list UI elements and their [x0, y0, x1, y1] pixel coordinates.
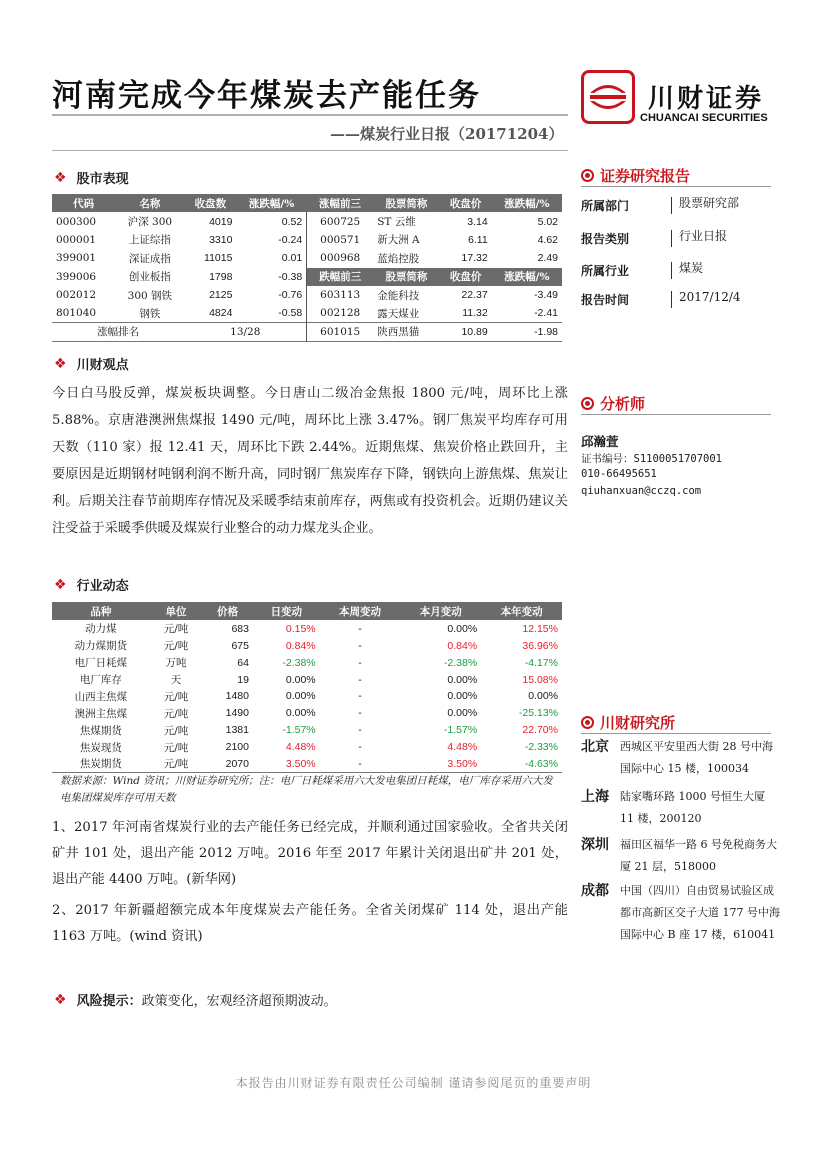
cell: 元/吨 [163, 690, 189, 703]
cell: 1381 [225, 724, 249, 737]
cell: 399001 [56, 252, 97, 265]
data-source-note: 数据来源：Wind 资讯；川财证券研究所；注：电厂日耗煤采用六大发电集团日耗煤，电厂库存采用六大发电集团煤炭库存可用天数 [60, 775, 553, 804]
meta-key: 报告类别 [581, 232, 630, 246]
cell: 15.08% [522, 673, 558, 686]
cell: -3.49 [534, 289, 558, 302]
meta-industry [581, 262, 781, 279]
news-item-1: 1、2017 年河南省煤炭行业的去产能任务已经完成，并顺利通过国家验收。全省共关闭矿井 101 处，退出产能 2012 万吨。2016 年至 2017 年累计关闭退出矿井 201 处，退出产能 4400 万吨。(新华网) [52, 820, 568, 887]
table-row [52, 323, 562, 341]
cell: 焦炭期货 [79, 758, 122, 771]
cell: 天 [170, 674, 182, 686]
cell: 0.00% [285, 673, 316, 686]
cell: 澳洲主焦煤 [74, 707, 128, 720]
table-row [52, 637, 562, 654]
col-header: 日变动 [253, 602, 320, 620]
table-row [52, 688, 562, 705]
cell: 000001 [56, 233, 97, 246]
meta-key: 所属行业 [581, 264, 630, 278]
cell: 4824 [209, 307, 233, 320]
table-row [52, 304, 562, 322]
meta-key: 报告时间 [581, 293, 630, 307]
analyst-phone: 010-66495651 [581, 468, 657, 480]
cell: - [358, 639, 362, 652]
col-header: 单位 [150, 602, 203, 620]
office-chengdu [581, 880, 781, 946]
office-city: 上海 [581, 789, 609, 805]
meta-category [581, 230, 781, 247]
institute-heading-label: 川财研究所 [600, 714, 676, 732]
diamond-bullet-icon: ❖ [54, 355, 67, 372]
cell: 陕西黑猫 [373, 323, 439, 341]
section-market-label: 股市表现 [76, 172, 129, 187]
table-row [52, 249, 562, 267]
cell: 601015 [307, 323, 374, 341]
cell: - [358, 724, 362, 737]
office-address: 陆家嘴环路 1000 号恒生大厦 11 楼，200120 [620, 790, 766, 825]
col-header: 本年变动 [481, 602, 562, 620]
col-header: 收盘价 [440, 194, 492, 212]
table-row [52, 268, 562, 286]
cell: 002128 [307, 304, 374, 322]
cell: 0.00% [528, 690, 558, 703]
analyst-bullet-icon [581, 397, 594, 410]
cell: 元/吨 [163, 741, 189, 754]
cell: -0.58 [278, 307, 303, 320]
risk-text: 政策变化，宏观经济超预期波动。 [141, 994, 337, 1009]
risk-label: 风险提示： [76, 994, 142, 1009]
cell: 0.52 [281, 215, 303, 228]
col-header: 股票简称 [373, 194, 439, 212]
cell: 675 [231, 639, 249, 652]
meta-value: 2017/12/4 [671, 291, 741, 308]
cell: 1798 [209, 270, 233, 283]
cell: 元/吨 [163, 724, 189, 737]
news-item-2: 2、2017 年新疆超额完成本年度煤炭去产能任务。全省关闭煤矿 114 处，退出产能 1163 万吨。(wind 资讯) [52, 903, 568, 944]
meta-value: 煤炭 [671, 262, 703, 279]
cell: 000968 [307, 249, 374, 267]
cell: 0.00% [447, 673, 478, 686]
cell: 000571 [307, 231, 374, 249]
cell: 11015 [204, 252, 233, 265]
company-name-en: CHUANCAI SECURITIES [640, 112, 768, 124]
cell: 元/吨 [163, 623, 189, 636]
cell: 600725 [307, 212, 374, 230]
report-bullet-icon [581, 169, 594, 182]
risk-warning [54, 990, 337, 1009]
cell: - [358, 673, 362, 686]
cell: 元/吨 [163, 758, 189, 771]
cell: - [358, 622, 362, 635]
table-row [52, 286, 562, 304]
cell: -1.98 [492, 323, 562, 341]
cell: 0.00% [285, 707, 316, 720]
cell: -2.41 [534, 307, 558, 320]
col-header: 收盘价 [440, 268, 492, 286]
diamond-bullet-icon: ❖ [54, 169, 67, 186]
meta-value: 股票研究部 [671, 197, 739, 214]
col-header: 涨幅前三 [307, 194, 374, 212]
table-row [52, 756, 562, 773]
table-header-row [52, 194, 562, 212]
institute-heading [581, 712, 675, 733]
cell: 399006 [56, 270, 97, 283]
section-view-label: 川财观点 [76, 358, 129, 373]
col-header: 涨跌幅/% [492, 268, 562, 286]
cell: 焦煤期货 [79, 724, 122, 737]
cell: 0.01 [281, 252, 303, 265]
cell: 5.02 [537, 215, 558, 228]
cell: 山西主焦煤 [74, 690, 128, 703]
company-name-cn: 川财证券 [648, 84, 765, 114]
col-header: 本周变动 [320, 602, 401, 620]
cell: - [358, 757, 362, 770]
market-performance-table [52, 194, 562, 342]
table-row [52, 212, 562, 230]
cell: 创业板指 [128, 271, 171, 284]
cell: 12.15% [522, 622, 558, 635]
cell: 11.32 [462, 307, 488, 320]
analyst-heading-label: 分析师 [600, 395, 646, 413]
report-subtitle: ——煤炭行业日报（20171204） [330, 125, 564, 143]
cell: 603113 [307, 286, 374, 304]
cell: 300 钢铁 [127, 289, 173, 302]
col-header: 名称 [115, 194, 184, 212]
cell: 深证成指 [128, 252, 171, 265]
cell: -4.17% [524, 656, 558, 669]
cell: 64 [237, 656, 249, 669]
rank-value: 13/28 [184, 323, 306, 341]
office-city: 成都 [581, 883, 609, 899]
cell: 1480 [225, 690, 249, 703]
table-row [52, 739, 562, 756]
col-header: 本月变动 [400, 602, 481, 620]
header-divider-bottom [52, 150, 568, 151]
office-address: 西城区平安里西大街 28 号中海国际中心 15 楼，100034 [620, 740, 774, 775]
cell: 动力煤 [85, 623, 117, 636]
diamond-bullet-icon: ❖ [54, 991, 67, 1008]
cell: -0.24 [278, 233, 303, 246]
cell: 6.11 [468, 233, 488, 246]
cell: 4.48% [285, 741, 316, 754]
cell: 22.70% [522, 724, 558, 737]
col-header: 股票简称 [373, 268, 439, 286]
cell: 002012 [56, 289, 97, 302]
cell: 沪深 300 [127, 216, 173, 229]
sidebar-divider [581, 186, 771, 187]
header-divider [52, 114, 568, 116]
office-address: 中国（四川）自由贸易试验区成都市高新区交子大道 177 号中海国际中心 B 座 17 楼，610041 [620, 884, 781, 941]
cell: -2.38% [282, 656, 316, 669]
cell: -0.38 [278, 270, 303, 283]
cell: 新大洲 A [377, 234, 420, 247]
cell: 元/吨 [163, 707, 189, 720]
analyst-email[interactable]: qiuhanxuan@cczq.com [581, 485, 702, 497]
cell: - [358, 741, 362, 754]
section-industry-heading [54, 575, 129, 594]
cell: -2.33% [524, 741, 558, 754]
institute-bullet-icon [581, 716, 594, 729]
sidebar-divider [581, 733, 771, 734]
cell: 0.00% [447, 622, 478, 635]
cell: - [358, 690, 362, 703]
cell: 2125 [209, 289, 233, 302]
cell: 0.00% [447, 690, 478, 703]
cell: 2.49 [537, 252, 558, 265]
analyst-name: 邱瀚萱 [581, 434, 619, 449]
cell: - [358, 707, 362, 720]
view-paragraph: 今日白马股反弹，煤炭板块调整。今日唐山二级冶金焦报 1800 元/吨，周环比上涨 5.88%。京唐港澳洲焦煤报 1490 元/吨，周环比上涨 3.47%。钢厂焦炭平均库存可用天数（110 家）报 12.41 天，周环比下跌 2.44%。近期焦煤、焦炭价格止跌回升，主要原因是近期钢材吨钢利润不断升高，同时钢厂焦炭库存下降，钢铁向上游焦煤、焦炭让利。后期关注春节前期库存情况及采暖季结束前库存，两焦或有投资机会。近期仍建议关注受益于采暖季供暖及煤炭行业整合的动力煤龙头企业。 [52, 386, 568, 536]
meta-department [581, 197, 781, 214]
cell: 4.48% [447, 741, 478, 754]
cell: 0.84% [285, 639, 316, 652]
section-industry-label: 行业动态 [76, 579, 129, 594]
table-row [52, 620, 562, 637]
cell: -4.63% [524, 757, 558, 770]
cell: 上证综指 [128, 234, 171, 247]
cell: 蓝焰控股 [377, 252, 420, 265]
meta-key: 所属部门 [581, 199, 630, 213]
cell: 4.62 [537, 233, 558, 246]
office-city: 深圳 [581, 837, 609, 853]
rank-label: 涨幅排名 [52, 323, 184, 341]
col-header: 品种 [52, 602, 150, 620]
cell: 钢铁 [139, 307, 161, 320]
meta-value: 行业日报 [671, 230, 727, 247]
col-header: 收盘数 [184, 194, 236, 212]
cell: -1.57% [443, 724, 478, 737]
cell: 万吨 [165, 657, 187, 670]
cell: 17.32 [461, 252, 488, 265]
office-shenzhen [581, 834, 781, 878]
report-heading-label: 证券研究报告 [600, 167, 691, 185]
cell: 36.96% [522, 639, 558, 652]
cell: -1.57% [282, 724, 316, 737]
col-header: 代码 [52, 194, 115, 212]
table-row [52, 654, 562, 671]
cell: 元/吨 [163, 640, 189, 653]
cell: -25.13% [518, 707, 558, 720]
cell: 0.15% [285, 622, 316, 635]
cell: 电厂库存 [79, 674, 122, 686]
industry-table [52, 602, 562, 773]
col-header: 涨跌幅/% [236, 194, 306, 212]
analyst-cert: 证书编号：S1100051707001 [581, 453, 723, 465]
cell: 2100 [225, 741, 249, 754]
cell: 10.89 [440, 323, 492, 341]
table-row [52, 705, 562, 722]
cell: 000300 [56, 215, 97, 228]
page-footer: 本报告由川财证券有限责任公司编制 谨请参阅尾页的重要声明 [235, 1076, 592, 1090]
cell: 683 [231, 622, 249, 635]
sidebar-divider [581, 414, 771, 415]
office-shanghai [581, 786, 781, 830]
report-heading [581, 165, 690, 186]
cell: 19 [237, 673, 249, 686]
section-market-heading [54, 168, 129, 187]
diamond-bullet-icon: ❖ [54, 576, 67, 593]
cell: 1490 [225, 707, 249, 720]
cell: ST 云维 [377, 216, 416, 229]
cell: 3.14 [467, 215, 488, 228]
cell: 露天煤业 [377, 307, 420, 320]
col-header: 跌幅前三 [307, 268, 374, 286]
col-header: 涨跌幅/% [492, 194, 562, 212]
cell: 3.50% [285, 757, 316, 770]
office-beijing [581, 736, 781, 780]
table-row [52, 231, 562, 249]
cell: 焦炭现货 [79, 741, 122, 754]
cell: 801040 [56, 307, 97, 320]
cell: 3.50% [447, 757, 478, 770]
table-header-row [52, 602, 562, 620]
section-view-heading [54, 354, 129, 373]
cell: 0.00% [285, 690, 316, 703]
office-city: 北京 [581, 739, 609, 755]
meta-date [581, 291, 781, 308]
cell: 电厂日耗煤 [74, 657, 128, 670]
cell: 0.84% [447, 639, 478, 652]
cell: 金能科技 [377, 289, 420, 302]
analyst-heading [581, 393, 645, 414]
cell: 4019 [209, 215, 233, 228]
cell: 22.37 [461, 289, 488, 302]
cell: -2.38% [443, 656, 478, 669]
cell: 3310 [209, 233, 233, 246]
office-address: 福田区福华一路 6 号免税商务大厦 21 层，518000 [620, 838, 778, 873]
cell: - [358, 656, 362, 669]
cell: 动力煤期货 [74, 640, 128, 653]
table-row [52, 671, 562, 688]
report-title: 河南完成今年煤炭去产能任务 [52, 78, 481, 114]
cell: 2070 [225, 757, 249, 770]
company-logo-icon [581, 70, 635, 124]
cell: -0.76 [278, 289, 303, 302]
cell: 0.00% [447, 707, 478, 720]
table-row [52, 722, 562, 739]
col-header: 价格 [202, 602, 253, 620]
